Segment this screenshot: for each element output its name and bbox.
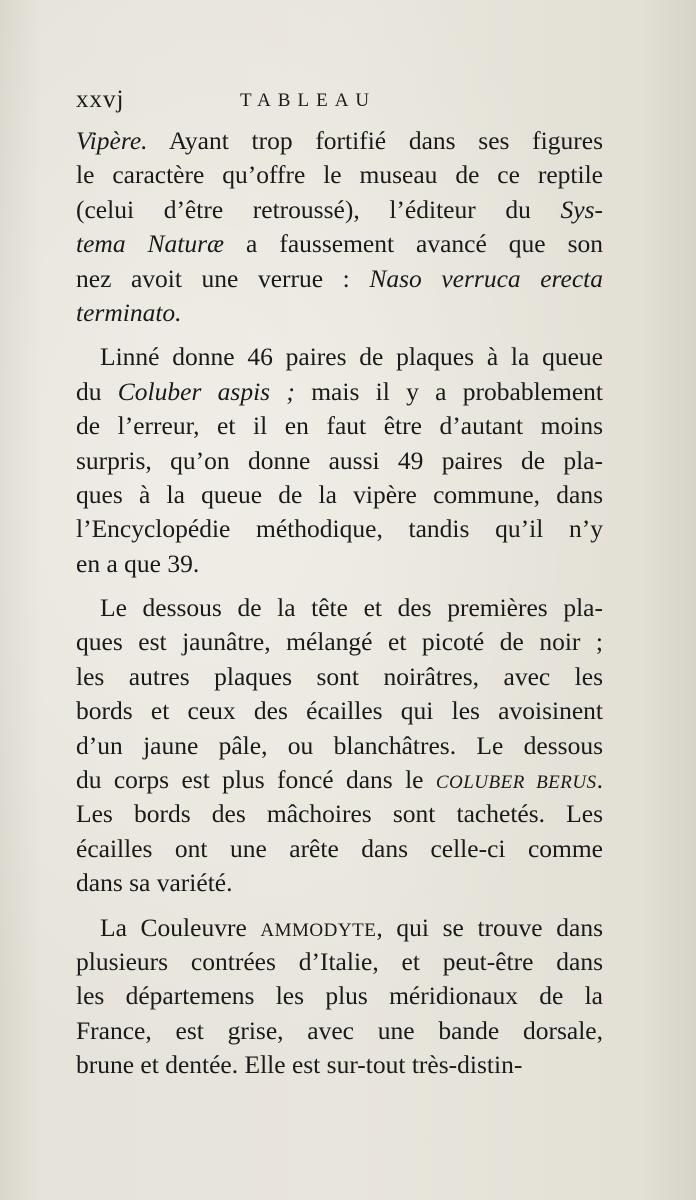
text-run: ques est jaunâtre, mélangé et picoté de noir ; [76, 627, 603, 657]
text-line [76, 124, 603, 158]
text-line [76, 1048, 603, 1082]
text-run: ques à la queue de la vipère commune, dans [76, 479, 603, 509]
paragraph [76, 591, 603, 901]
text-run: les autres plaques sont noirâtres, avec les [76, 661, 603, 691]
text-run: Linné donne 46 paires de plaques à la queue [100, 342, 603, 372]
text-run: La Couleuvre [100, 912, 261, 942]
text-line [76, 296, 603, 330]
text-line [76, 547, 603, 581]
text-line [76, 911, 603, 945]
text-line [76, 340, 603, 374]
italic-run: terminato. [76, 297, 182, 327]
text-line [76, 979, 603, 1013]
text-run: Les bords des mâchoires sont tachetés. Les [76, 799, 603, 829]
page-number: xxvj [76, 86, 125, 113]
text-line [76, 945, 603, 979]
text-line [76, 444, 603, 478]
text-run: d’un jaune pâle, ou blanchâtres. Le dessous [76, 730, 603, 760]
text-run: , qui se trouve dans [376, 912, 603, 942]
text-run: l’Encyclopédie méthodique, tandis qu’il n’y [76, 514, 603, 544]
text-run: plusieurs contrées d’Italie, et peut-être dans [76, 946, 603, 976]
text-line [76, 797, 603, 831]
text-run: de l’erreur, et il en faut être d’autant moins [76, 411, 603, 441]
text-run: en a que 39. [76, 548, 200, 578]
text-run: France, est grise, avec une bande dorsale, [76, 1015, 603, 1045]
text-line [76, 729, 603, 763]
text-run: . [596, 765, 603, 795]
text-line [76, 478, 603, 512]
text-run: (celui d’être retroussé), l’éditeur du [76, 194, 561, 224]
body-text [76, 124, 603, 1083]
text-run: brune et dentée. Elle est sur-tout très-distin- [76, 1050, 523, 1080]
italic-run: Coluber aspis ; [117, 376, 295, 406]
text-line [76, 227, 603, 261]
italic-run: Vipère. [76, 126, 148, 155]
text-line [76, 763, 603, 797]
text-line [76, 262, 603, 296]
italic-run: COLUBER BERUS [435, 772, 597, 794]
paragraph [76, 911, 603, 1083]
text-run: bords et ceux des écailles qui les avoisinent [76, 696, 603, 726]
running-title: TABLEAU [240, 90, 377, 111]
text-run: dans sa variété. [76, 868, 233, 898]
text-run: du corps est plus foncé dans le [76, 765, 436, 795]
text-run: nez avoit une verrue : [76, 263, 370, 293]
text-line [76, 694, 603, 728]
paragraph [76, 340, 603, 581]
text-line [76, 512, 603, 546]
text-run: le caractère qu’offre le museau de ce reptile [76, 160, 603, 190]
text-line [76, 375, 603, 409]
text-run: Ayant trop fortifié dans ses figures [147, 126, 603, 155]
text-run: mais il y a probablement [294, 376, 603, 406]
text-run: les départemens les plus méridionaux de la [76, 981, 603, 1011]
text-line [76, 625, 603, 659]
text-run: Le dessous de la tête et des premières pla- [100, 593, 603, 623]
text-line [76, 193, 603, 227]
text-run: écailles ont une arête dans celle-ci comme [76, 833, 603, 863]
italic-run: tema Naturæ [76, 229, 225, 259]
text-line [76, 158, 603, 192]
text-run: surpris, qu’on donne aussi 49 paires de pla- [76, 445, 603, 475]
text-line [76, 866, 603, 900]
italic-run: Naso verruca erecta [369, 263, 603, 293]
page-header [76, 86, 606, 116]
text-run: AMMODYTE [260, 919, 377, 941]
text-run: du [76, 376, 118, 406]
text-line [76, 591, 603, 625]
text-line [76, 1014, 603, 1048]
text-line [76, 832, 603, 866]
text-line [76, 409, 603, 443]
italic-run: Sys- [560, 194, 603, 224]
text-line [76, 660, 603, 694]
paragraph [76, 124, 603, 330]
text-run: a faussement avancé que son [224, 229, 604, 259]
